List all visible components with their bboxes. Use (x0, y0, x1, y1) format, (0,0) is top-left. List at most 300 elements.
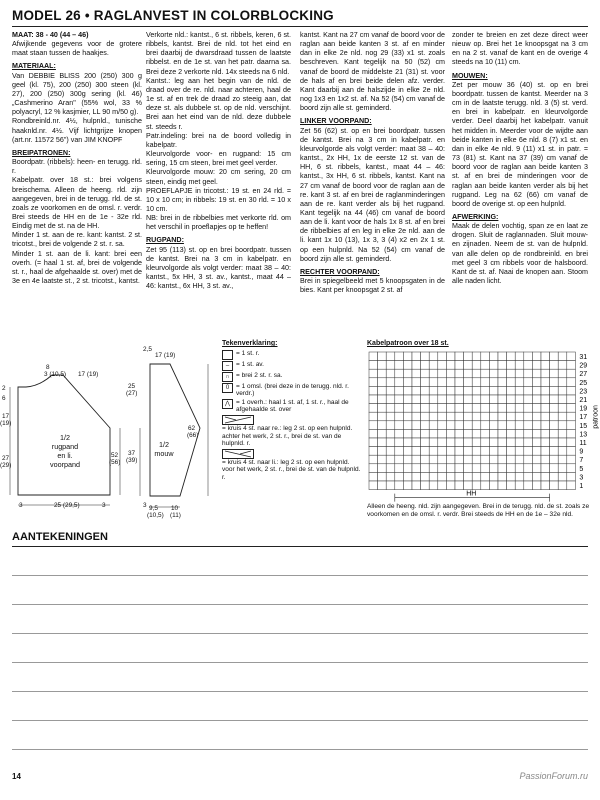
chart-cell (446, 481, 455, 490)
chart-cell (567, 369, 576, 378)
chart-cell (472, 438, 481, 447)
chart-cell (378, 361, 387, 370)
body-label-line: voorpand (50, 460, 80, 469)
chart-cell (489, 438, 498, 447)
row-number: 1 (579, 483, 584, 490)
chart-cell (412, 395, 421, 404)
chart-cell (472, 395, 481, 404)
chart-cell (369, 369, 378, 378)
chart-cell (403, 472, 412, 481)
chart-cell (515, 472, 524, 481)
dim-label: 3 (10,5) (44, 371, 67, 378)
chart-cell (489, 429, 498, 438)
chart-cell (386, 378, 395, 387)
chart-cell (507, 472, 516, 481)
sleeve-label-line: 1/2 (159, 440, 169, 449)
chart-cell (567, 429, 576, 438)
chart-cell (481, 361, 490, 370)
row-number: 19 (579, 405, 588, 413)
chart-cell (524, 481, 533, 490)
chart-cell (412, 447, 421, 456)
chart-cell (515, 455, 524, 464)
dim-label: 2,5 (143, 346, 152, 353)
chart-cell (567, 352, 576, 361)
chart-cell (567, 395, 576, 404)
chart-cell (472, 472, 481, 481)
dim-label: 2 (2, 385, 6, 392)
chart-cell (550, 412, 559, 421)
chart-cell (515, 386, 524, 395)
chart-cell (446, 369, 455, 378)
dim-label: (19) (0, 420, 12, 427)
chart-cell (524, 369, 533, 378)
chart-cell (395, 369, 404, 378)
chart-cell (464, 378, 473, 387)
chart-cell (524, 438, 533, 447)
chart-cell (472, 352, 481, 361)
chart-cell (412, 412, 421, 421)
chart-cell (464, 464, 473, 473)
chart-cell (429, 447, 438, 456)
chart-cell (446, 395, 455, 404)
sleeves-heading: MOUWEN: (452, 71, 488, 80)
chart-cell (567, 455, 576, 464)
dim-label: (27) (126, 390, 138, 397)
chart-cell (472, 386, 481, 395)
chart-cell (515, 369, 524, 378)
chart-cell (429, 472, 438, 481)
chart-cell (464, 404, 473, 413)
dim-label: 8 (46, 364, 50, 371)
note-line[interactable] (12, 691, 588, 692)
column-1 (12, 31, 142, 286)
chart-cell (369, 395, 378, 404)
chart-cell (532, 412, 541, 421)
chart-cell (446, 421, 455, 430)
chart-cell (567, 438, 576, 447)
chart-cell (403, 455, 412, 464)
legend-item (222, 372, 362, 382)
chart-cell (481, 412, 490, 421)
chart-cell (498, 378, 507, 387)
chart-cell (412, 352, 421, 361)
row-number: 5 (579, 465, 584, 473)
chart-cell (541, 386, 550, 395)
chart-cell (412, 421, 421, 430)
schematic-drawing (0, 340, 215, 525)
chart-cell (369, 438, 378, 447)
column-4 (452, 31, 588, 286)
chart-cell (386, 395, 395, 404)
chart-cell (438, 455, 447, 464)
chart-cell (455, 412, 464, 421)
chart-cell (498, 395, 507, 404)
chart-cell (403, 395, 412, 404)
dim-label: 6 (2, 395, 6, 402)
chart-cell (507, 395, 516, 404)
chart-cell (438, 447, 447, 456)
chart-cell (378, 395, 387, 404)
size-heading: MAAT: 38 - 40 (44 – 46) (12, 31, 89, 39)
legend-item (222, 383, 362, 398)
body-label-line: en li. (57, 451, 73, 460)
chart-cell (481, 369, 490, 378)
garment-schematic (0, 340, 215, 525)
purl-symbol-icon: – (222, 361, 233, 371)
chart-cell (369, 481, 378, 490)
row-number: 27 (579, 371, 588, 379)
chart-cell (489, 447, 498, 456)
chart-cell (472, 447, 481, 456)
chart-cell (446, 455, 455, 464)
chart-cell (378, 386, 387, 395)
chart-cell (489, 404, 498, 413)
chart-cell (412, 361, 421, 370)
chart-cell (421, 421, 430, 430)
chart-cell (524, 464, 533, 473)
chart-cell (421, 481, 430, 490)
chart-cell (489, 464, 498, 473)
chart-cell (489, 455, 498, 464)
chart-cell (481, 378, 490, 387)
chart-cell (472, 429, 481, 438)
chart-cell (472, 361, 481, 370)
chart-cell (558, 421, 567, 430)
dim-label: (66) (187, 432, 199, 439)
chart-cell (472, 455, 481, 464)
chart-cell (455, 395, 464, 404)
chart-cell (455, 447, 464, 456)
chart-cell (378, 429, 387, 438)
back-text-cont: kantst. Kant na 27 cm vanaf de boord voor de raglan aan beide kanten 3 st. af en minder dan in elke 2e nld. nog 29 (33) x1 st. zoals beschreven. Kant tegelijk na 50 (52) cm vanaf de boord de middelste 21 (31) st. voor de hals af en brei beide delen afz. verder. Kant daarbij aan de halszijde in elke 2e nld. nog 1x3 en 1x2 st. af. Na 52 (54) cm vanaf de boord zijn alle st. geminderd. (300, 31, 445, 113)
chart-cell (412, 386, 421, 395)
chart-cell (429, 361, 438, 370)
chart-cell (369, 464, 378, 473)
chart-cell (378, 481, 387, 490)
chart-cell (429, 455, 438, 464)
chart-note: Alleen de heeng. nld. zijn aangegeven. Brei in de terugg. nld. de st. zoals ze voorkomen en de omsl. r. verdr. Brei steeds de HH en de 1e – 32e nld. (367, 503, 590, 518)
chart-cell (541, 472, 550, 481)
chart-cell (532, 429, 541, 438)
chart-cell (507, 412, 516, 421)
color-order-sleeve-text: Kleurvolgorde mouw: 20 cm sering, 20 cm steen, eindig met geel. (146, 168, 291, 186)
chart-cell (412, 369, 421, 378)
chart-cell (446, 361, 455, 370)
chart-cell (369, 412, 378, 421)
chart-cell (558, 361, 567, 370)
left-front-heading: LINKER VOORPAND: (300, 117, 372, 126)
chart-cell (446, 386, 455, 395)
chart-cell (515, 481, 524, 490)
chart-cell (403, 438, 412, 447)
chart-cell (446, 447, 455, 456)
chart-title: Kabelpatroon over 18 st. (367, 340, 449, 347)
note-line[interactable] (12, 720, 588, 721)
chart-cell (532, 421, 541, 430)
chart-cell (532, 455, 541, 464)
chart-cell (567, 472, 576, 481)
column-2 (146, 31, 291, 291)
chart-cell (429, 352, 438, 361)
chart-cell (455, 429, 464, 438)
chart-cell (412, 464, 421, 473)
chart-cell (489, 395, 498, 404)
chart-cell (481, 455, 490, 464)
patterns-heading: BREIPATRONEN: (12, 148, 71, 157)
chart-cell (498, 447, 507, 456)
chart-cell (421, 369, 430, 378)
cable-right-symbol-icon (222, 415, 254, 425)
chart-cell (446, 378, 455, 387)
chart-cell (524, 386, 533, 395)
chart-cell (378, 404, 387, 413)
dim-label: (11) (170, 512, 181, 519)
chart-cell (464, 395, 473, 404)
chart-cell (464, 481, 473, 490)
chart-cell (507, 361, 516, 370)
chart-cell (524, 352, 533, 361)
chart-cell (378, 412, 387, 421)
chart-cell (481, 421, 490, 430)
legend-text: = 1 st. r. (236, 349, 260, 357)
chart-cell (507, 421, 516, 430)
chart-cell (532, 438, 541, 447)
chart-cell (421, 438, 430, 447)
dim-label: 17 (19) (78, 371, 99, 378)
chart-cell (429, 378, 438, 387)
chart-cell (395, 438, 404, 447)
chart-cell (386, 464, 395, 473)
page-number: 14 (12, 772, 21, 781)
dim-label: 25 (128, 383, 136, 390)
dim-label: 3 (19, 502, 23, 509)
note-line[interactable] (12, 575, 588, 576)
cable-left-symbol-icon (222, 449, 254, 459)
chart-cell (421, 378, 430, 387)
chart-cell (369, 404, 378, 413)
chart-cell (386, 455, 395, 464)
chart-cell (395, 378, 404, 387)
notes-heading: AANTEKENINGEN (12, 531, 108, 543)
chart-cell (369, 447, 378, 456)
chart-cell (498, 361, 507, 370)
cable-chart (367, 350, 600, 505)
chart-cell (550, 429, 559, 438)
chart-cell (541, 369, 550, 378)
dim-label: 9,5 (149, 505, 158, 512)
chart-cell (386, 386, 395, 395)
chart-cell (515, 412, 524, 421)
chart-cell (421, 395, 430, 404)
dim-label: 10 (171, 505, 179, 512)
chart-cell (515, 447, 524, 456)
chart-cell (489, 472, 498, 481)
chart-cell (369, 352, 378, 361)
chart-legend (222, 340, 362, 483)
chart-cell (558, 481, 567, 490)
chart-cell (455, 378, 464, 387)
chart-cell (558, 412, 567, 421)
chart-cell (438, 378, 447, 387)
title-divider (12, 26, 588, 27)
body-label-line: 1/2 (60, 433, 70, 442)
row-number: 21 (579, 397, 588, 404)
chart-cell (541, 481, 550, 490)
chart-cell (395, 404, 404, 413)
watermark: PassionForum.ru (519, 771, 588, 781)
skp-symbol-icon: ⋀ (222, 399, 233, 409)
chart-cell (438, 352, 447, 361)
row-number: 11 (579, 440, 587, 447)
chart-cell (429, 464, 438, 473)
chart-cell (412, 455, 421, 464)
chart-cell (378, 421, 387, 430)
chart-cell (524, 455, 533, 464)
chart-cell (421, 352, 430, 361)
chart-cell (541, 352, 550, 361)
chart-cell (515, 361, 524, 370)
chart-cell (558, 369, 567, 378)
chart-cell (515, 352, 524, 361)
chart-cell (412, 472, 421, 481)
chart-cell (446, 438, 455, 447)
chart-cell (481, 438, 490, 447)
chart-cell (558, 386, 567, 395)
chart-cell (395, 464, 404, 473)
chart-cell (558, 455, 567, 464)
chart-cell (472, 412, 481, 421)
chart-cell (403, 447, 412, 456)
chart-cell (481, 395, 490, 404)
chart-cell (395, 455, 404, 464)
pattern-layout-text: Patr.indeling: brei na de boord volledig in kabelpatr. (146, 131, 291, 149)
chart-cell (386, 472, 395, 481)
chart-cell (395, 412, 404, 421)
gauge-text: PROEFLAPJE in tricotst.: 19 st. en 24 rld. = 10 x 10 cm; in ribbels: 19 st. en 30 rld. = 10 x 10 cm. (146, 186, 291, 213)
chart-cell (489, 386, 498, 395)
material-heading: MATERIAAL: (12, 62, 56, 71)
chart-side-label: patroon (592, 405, 600, 429)
row-number: 31 (579, 354, 588, 361)
dim-label: 3 (102, 502, 106, 509)
nb-text: NB: brei in de ribbelbies met verkorte rld. om het verschil in proeflapjes op te heffen! (146, 214, 291, 232)
knit-symbol-icon (222, 350, 233, 360)
chart-cell (567, 404, 576, 413)
chart-cell (438, 412, 447, 421)
chart-cell (403, 481, 412, 490)
chart-cell (386, 404, 395, 413)
note-line[interactable] (12, 662, 588, 663)
chart-cell (481, 464, 490, 473)
chart-cell (403, 352, 412, 361)
chart-cell (515, 395, 524, 404)
chart-cell (498, 404, 507, 413)
chart-cell (567, 361, 576, 370)
chart-cell (481, 481, 490, 490)
dim-label: 17 (19) (155, 352, 176, 359)
chart-cell (429, 386, 438, 395)
chart-cell (421, 464, 430, 473)
chart-cell (567, 464, 576, 473)
chart-cell (472, 481, 481, 490)
back-heading: RUGPAND: (146, 236, 184, 245)
chart-cell (515, 464, 524, 473)
note-line[interactable] (12, 633, 588, 634)
chart-cell (378, 472, 387, 481)
chart-cell (464, 447, 473, 456)
chart-cell (421, 455, 430, 464)
color-order-body-text: Kleurvolgorde voor- en rugpand: 15 cm sering, 15 cm steen, brei met geel verder. (146, 150, 291, 168)
chart-cell (421, 472, 430, 481)
chart-cell (386, 421, 395, 430)
chart-cell (550, 455, 559, 464)
chart-cell (532, 352, 541, 361)
chart-cell (524, 429, 533, 438)
chart-cell (378, 438, 387, 447)
chart-cell (558, 447, 567, 456)
chart-cell (550, 447, 559, 456)
chart-cell (550, 438, 559, 447)
chart-cell (429, 438, 438, 447)
right-front-heading: RECHTER VOORPAND: (300, 267, 380, 276)
chart-cell (532, 378, 541, 387)
chart-cell (369, 378, 378, 387)
chart-cell (386, 369, 395, 378)
chart-cell (532, 481, 541, 490)
chart-cell (412, 404, 421, 413)
notes-divider (12, 546, 588, 547)
chart-cell (455, 481, 464, 490)
chart-cell (378, 464, 387, 473)
row-number: 13 (579, 431, 588, 439)
chart-cell (498, 412, 507, 421)
chart-cell (438, 429, 447, 438)
chart-cell (438, 361, 447, 370)
dim-label: (39) (126, 457, 138, 464)
chart-cell (386, 361, 395, 370)
chart-cell (438, 404, 447, 413)
note-line[interactable] (12, 604, 588, 605)
chart-cell (489, 352, 498, 361)
hh-label: HH (466, 490, 477, 498)
chart-cell (455, 352, 464, 361)
chart-cell (455, 472, 464, 481)
chart-cell (403, 421, 412, 430)
chart-cell (378, 378, 387, 387)
chart-cell (550, 404, 559, 413)
row-number: 29 (579, 362, 588, 370)
dim-label: (29) (0, 462, 12, 469)
note-line[interactable] (12, 749, 588, 750)
buttonhole-text: zonder te breien en zet deze direct weer nieuw op. Brei het 1e knoopsgat na 3 cm en na 2 st. vanaf de kant en de overige 4 steeds na 10 (11) cm. (452, 31, 588, 67)
chart-cell (369, 386, 378, 395)
chart-cell (507, 464, 516, 473)
size-note: Afwijkende gegevens voor de grotere maat staan tussen de haakjes. (12, 40, 142, 58)
chart-cell (507, 404, 516, 413)
chart-cell (550, 481, 559, 490)
chart-cell (464, 438, 473, 447)
chart-cell (498, 429, 507, 438)
chart-cell (567, 447, 576, 456)
chart-cell (464, 369, 473, 378)
chart-cell (541, 395, 550, 404)
chart-cell (532, 404, 541, 413)
chart-cell (378, 369, 387, 378)
chart-cell (498, 352, 507, 361)
yarn-over-symbol-icon: 0 (222, 383, 233, 393)
legend-text: = 1 st. av. (236, 360, 264, 368)
chart-cell (558, 429, 567, 438)
